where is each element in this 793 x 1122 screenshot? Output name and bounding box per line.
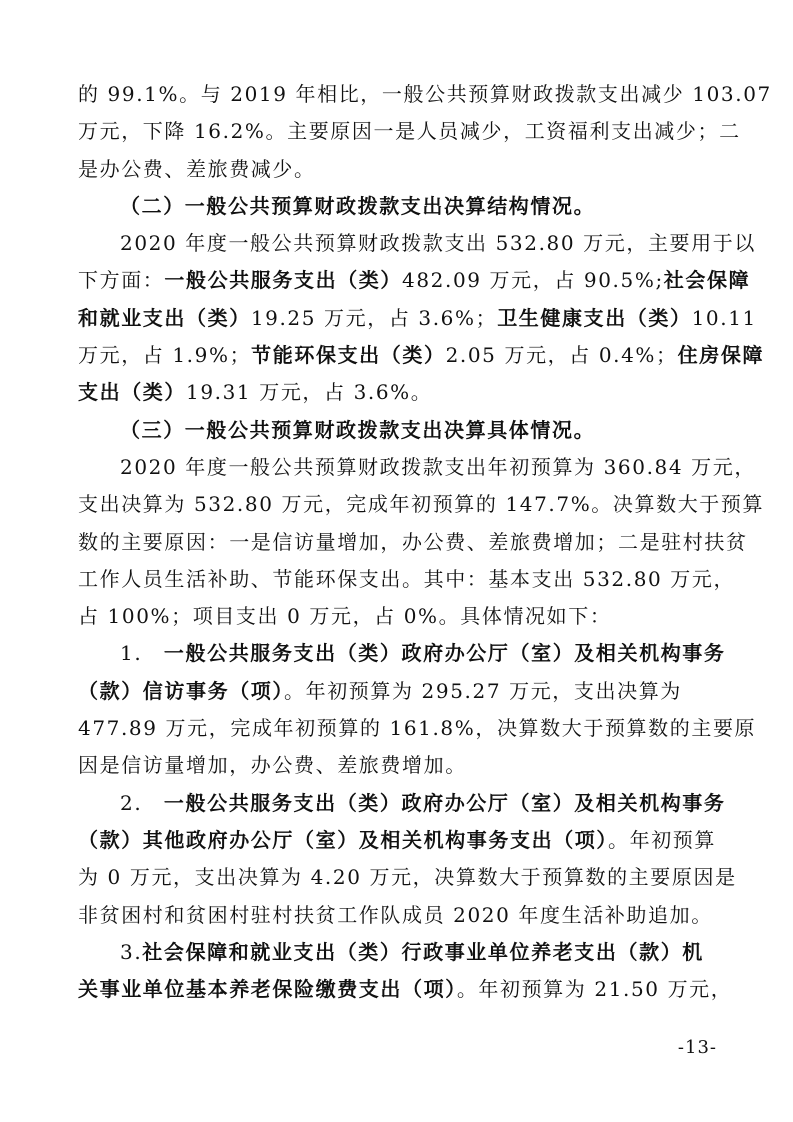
text-segment: 2. <box>120 790 164 815</box>
text-line <box>78 151 716 188</box>
text-segment: 因是信访量增加，办公费、差旅费增加。 <box>78 753 467 778</box>
text-segment: 占 100%；项目支出 0 万元，占 0%。具体情况如下： <box>78 604 612 629</box>
text-segment: 的 99.1%。与 2019 年相比，一般公共预算财政拨款支出减少 103.07 <box>78 82 772 106</box>
bold-text-segment: 卫生健康支出（类） <box>497 305 692 330</box>
text-line <box>78 76 772 113</box>
text-line <box>78 635 726 672</box>
text-segment: 10.11 <box>691 305 757 330</box>
bold-text-segment: 和就业支出（类） <box>78 305 251 330</box>
text-line <box>78 598 716 635</box>
text-line <box>78 785 726 822</box>
text-segment: 下方面： <box>78 268 165 293</box>
text-segment: 数的主要原因：一是信访量增加，办公费、差旅费增加；二是驻村扶贫 <box>78 529 748 554</box>
text-line <box>78 486 765 523</box>
text-line <box>78 673 716 710</box>
page-number: -13- <box>677 1037 717 1058</box>
text-line <box>78 262 751 299</box>
bold-text-segment: （二）一般公共预算财政拨款支出决算结构情况。 <box>120 193 596 218</box>
bold-text-segment: 社会保障 <box>663 268 751 293</box>
text-line <box>78 747 716 784</box>
text-segment: 2.05 万元，占 0.4%； <box>445 343 678 368</box>
bold-text-segment: 关事业单位基本养老保险缴费支出（项） <box>78 977 457 1002</box>
text-line <box>78 561 736 598</box>
bold-text-segment: （款）信访事务（项） <box>78 678 284 703</box>
text-segment: 19.31 万元，占 3.6%。 <box>186 380 433 405</box>
text-segment: 工作人员生活补助、节能环保支出。其中：基本支出 532.80 万元， <box>78 566 736 591</box>
text-line <box>78 710 757 747</box>
text-segment: 477.89 万元，完成年初预算的 161.8%，决算数大于预算数的主要原 <box>78 716 757 741</box>
text-line <box>78 225 756 262</box>
text-line <box>78 374 716 411</box>
text-line <box>78 113 741 150</box>
text-line <box>78 300 757 337</box>
bold-text-segment: 节能环保支出（类） <box>251 343 446 368</box>
text-segment: 。年初预算为 295.27 万元，支出决算为 <box>284 678 682 703</box>
text-segment: 482.09 万元，占 90.5%; <box>402 268 664 293</box>
text-segment: 3. <box>120 939 143 964</box>
text-segment: 2020 年度一般公共预算财政拨款支出 532.80 万元，主要用于以 <box>120 231 756 256</box>
text-line <box>78 337 765 374</box>
text-line <box>78 859 737 896</box>
text-line <box>78 934 716 971</box>
text-line <box>78 524 748 561</box>
document-body <box>78 76 772 1008</box>
bold-text-segment: （款）其他政府办公厅（室）及相关机构事务支出（项） <box>78 827 608 852</box>
text-segment: 2020 年度一般公共预算财政拨款支出年初预算为 360.84 万元， <box>120 454 756 479</box>
section-heading <box>78 188 716 225</box>
text-segment: 1. <box>120 641 164 666</box>
text-segment: 万元，占 1.9%； <box>78 343 252 368</box>
text-segment: 19.25 万元，占 3.6%； <box>250 305 498 330</box>
bold-text-segment: 一般公共服务支出（类） <box>164 268 403 293</box>
text-segment: 。年初预算 <box>608 827 716 852</box>
text-segment: 为 0 万元，支出决算为 4.20 万元，决算数大于预算数的主要原因是 <box>78 865 737 890</box>
bold-text-segment: 一般公共服务支出（类）政府办公厅（室）及相关机构事务 <box>163 790 726 815</box>
text-segment: 支出决算为 532.80 万元，完成年初预算的 147.7%。决算数大于预算 <box>78 492 765 517</box>
bold-text-segment: 社会保障和就业支出（类）行政事业单位养老支出（款）机 <box>142 939 704 964</box>
bold-text-segment: 住房保障 <box>677 343 765 368</box>
bold-text-segment: （三）一般公共预算财政拨款支出决算具体情况。 <box>120 417 596 442</box>
bold-text-segment: 一般公共服务支出（类）政府办公厅（室）及相关机构事务 <box>163 641 726 666</box>
section-heading <box>78 412 716 449</box>
text-line <box>78 971 733 1008</box>
text-segment: 是办公费、差旅费减少。 <box>78 156 316 181</box>
bold-text-segment: 支出（类） <box>78 380 186 405</box>
text-segment: 。年初预算为 21.50 万元， <box>456 977 733 1002</box>
text-line <box>78 449 756 486</box>
text-segment: 万元，下降 16.2%。主要原因一是人员减少，工资福利支出减少；二 <box>78 119 741 144</box>
text-segment: 非贫困村和贫困村驻村扶贫工作队成员 2020 年度生活补助追加。 <box>78 902 713 927</box>
text-line <box>78 897 716 934</box>
text-line <box>78 822 716 859</box>
